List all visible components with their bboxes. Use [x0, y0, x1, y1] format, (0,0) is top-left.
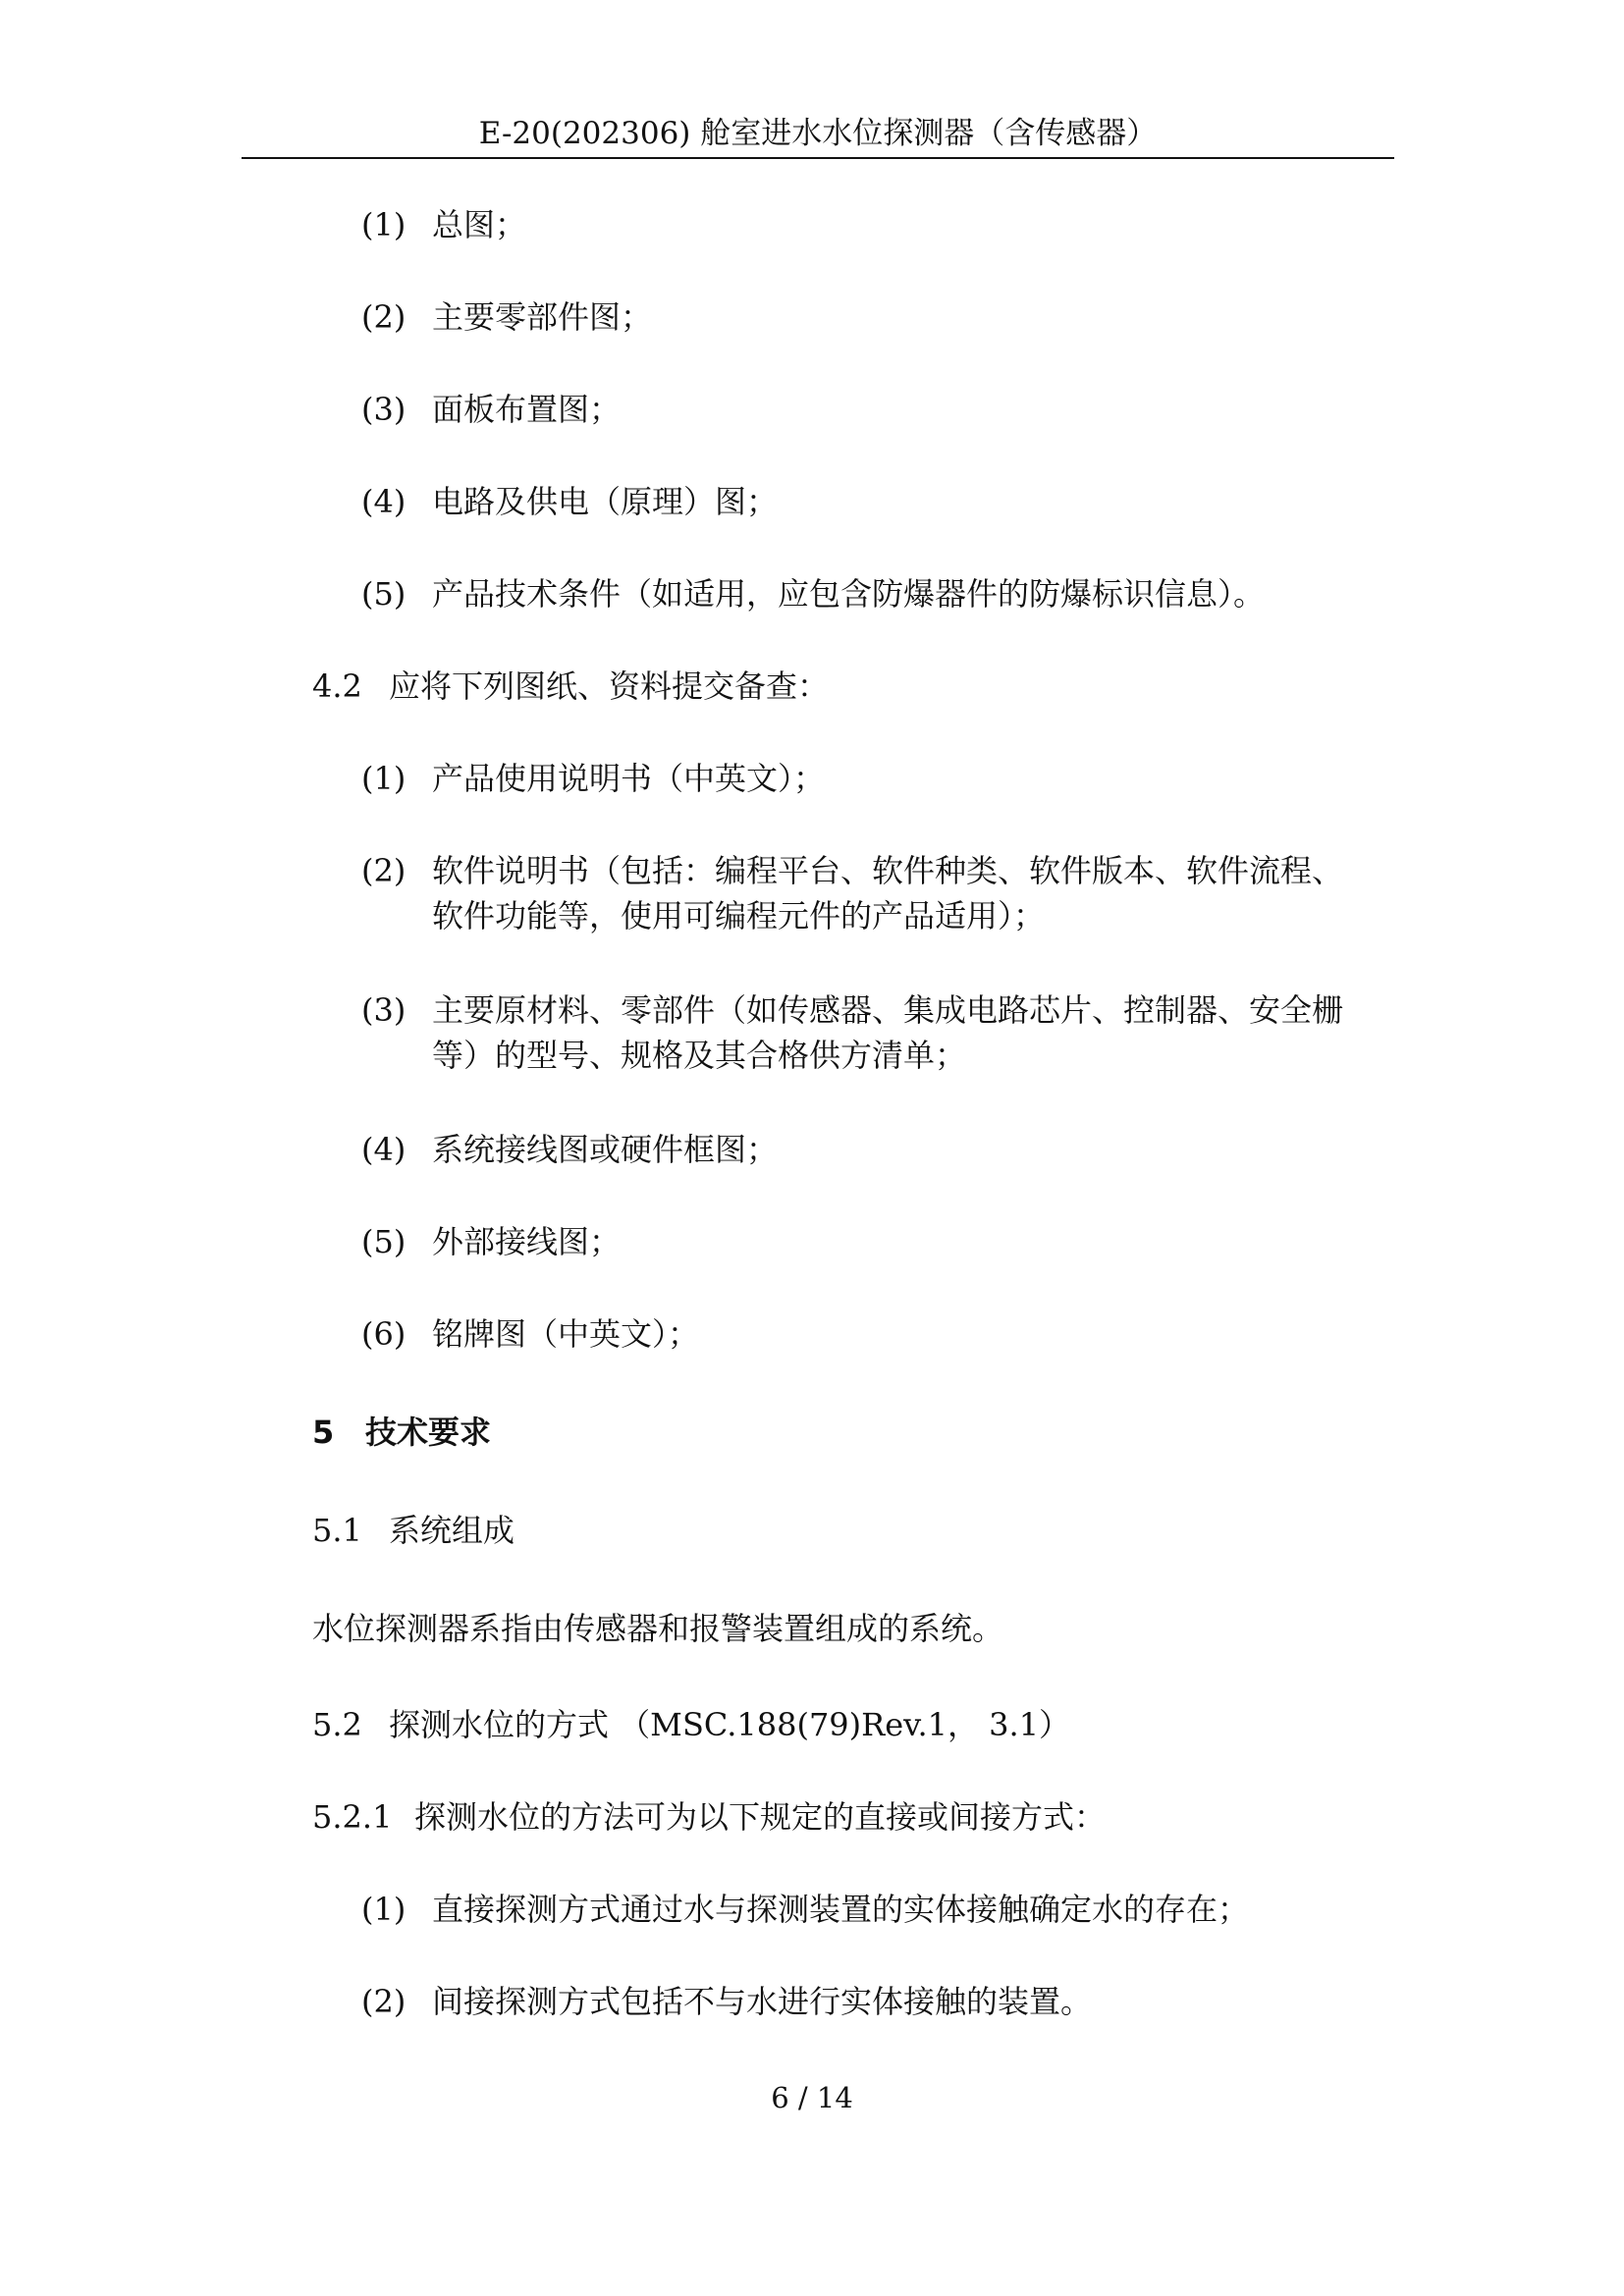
list-item [361, 1887, 1249, 1932]
list-item-number: (4) [361, 1131, 406, 1168]
list-item [361, 479, 778, 524]
list-item [361, 387, 621, 432]
list-item-text: 系统接线图或硬件框图； [432, 1131, 779, 1168]
header-divider [242, 157, 1394, 159]
section-text: 探测水位的方法可为以下规定的直接或间接方式： [414, 1798, 1107, 1836]
list-item-number: (2) [361, 852, 406, 889]
page-header-title: E-20(202306) 舱室进水水位探测器（含传感器） [478, 116, 1158, 151]
list-item-number: (1) [361, 760, 406, 797]
list-item-number: (2) [361, 298, 406, 336]
list-item-text: 主要原材料、零部件（如传感器、集成电路芯片、控制器、安全栅 [432, 991, 1344, 1029]
section-number: 5.2.1 [312, 1798, 393, 1836]
section-text: 系统组成 [389, 1512, 515, 1549]
section-5-1 [312, 1508, 514, 1553]
list-item [361, 1127, 778, 1172]
list-item [361, 988, 1343, 1033]
section-4-2 [312, 664, 829, 709]
list-item [361, 294, 652, 340]
list-item [361, 1311, 699, 1357]
list-item-text: 间接探测方式包括不与水进行实体接触的装置。 [432, 1983, 1093, 2020]
section-5-2-1 [312, 1794, 1106, 1840]
list-item-number: (1) [361, 206, 406, 243]
list-item-number: (2) [361, 1983, 406, 2020]
list-item [361, 848, 1343, 893]
list-item-number: (3) [361, 391, 406, 428]
section-text: 应将下列图纸、资料提交备查： [389, 667, 830, 705]
list-item-text: 面板布置图； [432, 391, 622, 428]
list-item-text: 软件说明书（包括：编程平台、软件种类、软件版本、软件流程、 [432, 852, 1344, 889]
paragraph: 水位探测器系指由传感器和报警装置组成的系统。 [312, 1610, 1004, 1647]
list-item-text: 产品使用说明书（中英文）； [432, 760, 826, 797]
list-item-text: 总图； [432, 206, 527, 243]
list-item-text: 外部接线图； [432, 1223, 622, 1260]
list-item-number: (5) [361, 1223, 406, 1260]
list-item-number: (3) [361, 991, 406, 1029]
section-text: 探测水位的方式 （MSC.188(79)Rev.1， 3.1） [389, 1706, 1071, 1743]
list-item [361, 202, 526, 247]
section-5-2 [312, 1702, 1070, 1747]
list-item [361, 756, 825, 801]
list-item-number: (6) [361, 1315, 406, 1353]
list-item [361, 1219, 621, 1264]
list-item [361, 1979, 1092, 2024]
list-item-number: (5) [361, 575, 406, 613]
list-item-text: 铭牌图（中英文）； [432, 1315, 700, 1353]
section-number: 4.2 [312, 667, 362, 705]
list-item-number: (4) [361, 483, 406, 520]
section-number: 5.1 [312, 1512, 362, 1549]
list-item-number: (1) [361, 1891, 406, 1928]
list-item-continuation: 等）的型号、规格及其合格供方清单； [432, 1037, 967, 1074]
list-item-text: 产品技术条件（如适用，应包含防爆器件的防爆标识信息）。 [432, 575, 1266, 613]
list-item [361, 571, 1265, 616]
page-number: 6 / 14 [771, 2081, 853, 2114]
list-item-continuation: 软件功能等，使用可编程元件的产品适用）； [432, 897, 1046, 934]
list-item-text: 直接探测方式通过水与探测装置的实体接触确定水的存在； [432, 1891, 1250, 1928]
section-text: 技术要求 [365, 1414, 492, 1451]
section-number: 5 [312, 1414, 335, 1451]
section-number: 5.2 [312, 1706, 362, 1743]
section-5-heading [312, 1410, 491, 1455]
list-item-text: 主要零部件图； [432, 298, 653, 336]
list-item-text: 电路及供电（原理）图； [432, 483, 779, 520]
